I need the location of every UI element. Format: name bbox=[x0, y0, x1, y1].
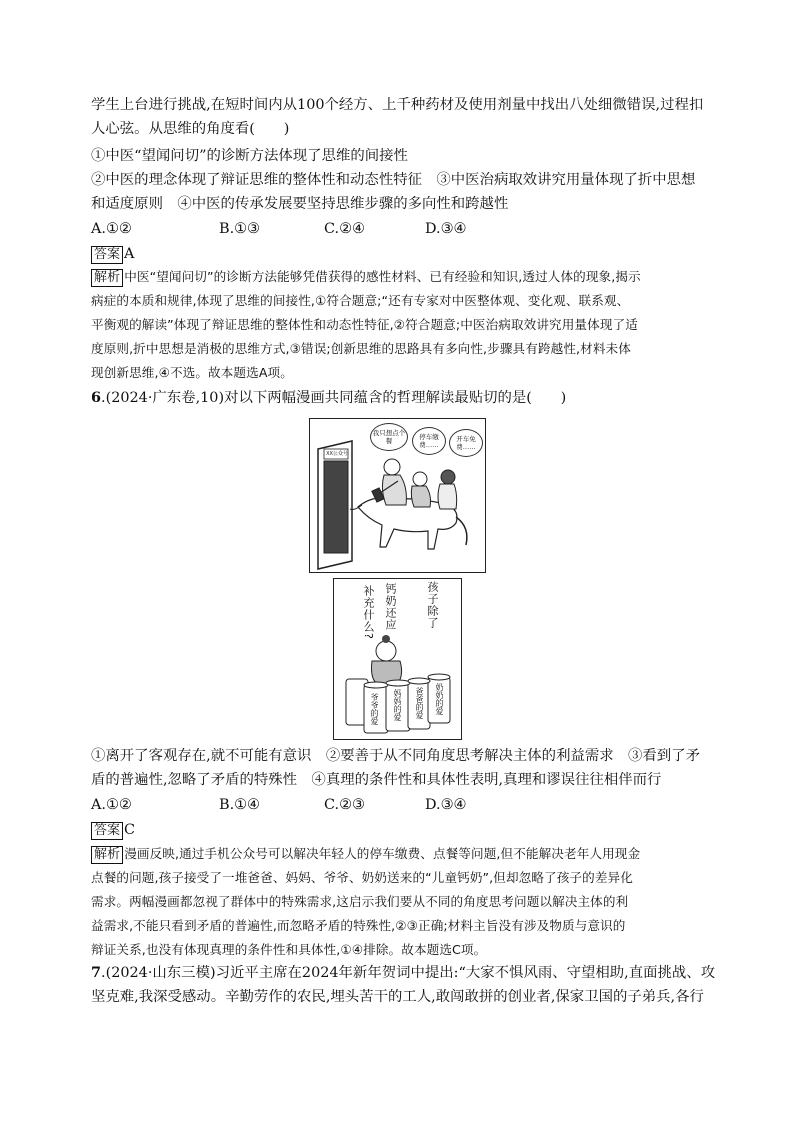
analysis-tag: 解析 bbox=[91, 269, 123, 287]
q6-option-a[interactable]: A.①② bbox=[91, 797, 132, 813]
q5-option-d[interactable]: D.③④ bbox=[425, 221, 467, 237]
q5-option-b[interactable]: B.①③ bbox=[219, 221, 260, 237]
q6-analysis-text-1: 漫画反映,通过手机公众号可以解决年轻人的停车缴费、点餐等问题,但不能解决老年人用现金 bbox=[124, 846, 641, 861]
q6-number: 6 bbox=[91, 389, 102, 406]
q6-answer bbox=[91, 819, 711, 841]
q6-option-d[interactable]: D.③④ bbox=[425, 797, 467, 813]
q5-stem-line-2: 人心弦。从思维的角度看( ) bbox=[91, 121, 290, 137]
q7-stem-line-2: 坚克难,我深受感动。辛勤劳作的农民,埋头苦干的工人,敢闯敢拼的创业者,保家卫国的子弟兵,各行 bbox=[91, 989, 704, 1005]
cartoon2-text-col2: 钙奶还应 bbox=[384, 583, 397, 631]
q6-analysis-line-5: 辩证关系,也没有体现真理的条件性和具体性,①④排除。故本题选C项。 bbox=[91, 942, 487, 957]
q5-option-c[interactable]: C.②④ bbox=[324, 221, 365, 237]
q6-statement-1: ①离开了客观存在,就不可能有意识 ②要善于从不同角度思考解决主体的利益需求 ③看到了矛 bbox=[91, 748, 700, 764]
q6-analysis-line-4: 益需求,不能只看到矛盾的普遍性,而忽略矛盾的特殊性,②③正确;材料主旨没有涉及物质与意识的 bbox=[91, 918, 626, 933]
q5-answer-value: A bbox=[124, 246, 135, 262]
answer-tag: 答案 bbox=[91, 822, 123, 840]
q5-statement-2: ②中医的理念体现了辩证思维的整体性和动态性特征 ③中医治病取效讲究用量体现了折中思想 bbox=[91, 172, 696, 188]
cartoon2-text-col3: 孩子除了 bbox=[426, 581, 439, 629]
q6-options bbox=[91, 794, 711, 816]
can-label-grandpa: 爷爷的爱 bbox=[370, 693, 379, 725]
q6-stem-text: .(2024·广东卷,10)对以下两幅漫画共同蕴含的哲理解读最贴切的是( ) bbox=[101, 390, 567, 406]
bubble-drive: 开车免费…… bbox=[449, 429, 483, 457]
q5-analysis-line-5: 现创新思维,④不选。故本题选A项。 bbox=[91, 365, 293, 380]
q6-answer-value: C bbox=[124, 822, 136, 838]
cartoon-calcium-milk bbox=[333, 578, 462, 740]
q6-option-c[interactable]: C.②③ bbox=[324, 797, 365, 813]
cartoon2-text-col1: 补充什么? bbox=[362, 585, 375, 640]
q6-analysis-line-2: 点餐的问题,孩子接受了一堆爸爸、妈妈、爷爷、奶奶送来的“儿童钙奶”,但却忽略了孩子的差异化 bbox=[91, 870, 633, 885]
q5-stem-line-1: 学生上台进行挑战,在短时间内从100个经方、上千种药材及使用剂量中找出八处细微错误,过程扣 bbox=[91, 97, 704, 113]
q6-option-b[interactable]: B.①④ bbox=[219, 797, 260, 813]
q7-stem-line-1 bbox=[91, 962, 716, 984]
q7-stem-text-1: .(2024·山东三模)习近平主席在2024年新年贺词中提出:“大家不惧风雨、守望相助,直面挑战、攻 bbox=[101, 965, 716, 981]
analysis-tag: 解析 bbox=[91, 846, 123, 864]
q6-analysis-line-3: 需求。两幅漫画都忽视了群体中的特殊需求,这启示我们要从不同的角度思考问题以解决主体的利 bbox=[91, 894, 629, 909]
answer-tag: 答案 bbox=[91, 246, 123, 264]
q6-analysis-line-1 bbox=[91, 843, 711, 865]
q5-answer bbox=[91, 243, 711, 265]
can-label-dad: 爸爸的爱 bbox=[415, 687, 424, 719]
bubble-order-meal: 我只想点个餐 bbox=[370, 423, 408, 451]
bubble-parking: 停车缴费…… bbox=[412, 427, 446, 455]
cartoon-phone-horse bbox=[309, 418, 486, 573]
q5-analysis-line-3: 平衡观的解读”体现了辩证思维的整体性和动态性特征,②符合题意;中医治病取效讲究用量体现了适 bbox=[91, 317, 638, 332]
q6-stem bbox=[91, 387, 711, 409]
q5-analysis-text-1: 中医“望闻问切”的诊断方法能够凭借获得的感性材料、已有经验和知识,透过人体的现象,揭示 bbox=[124, 269, 641, 284]
q5-statement-3: 和适度原则 ④中医的传承发展要坚持思维步骤的多向性和跨越性 bbox=[91, 196, 509, 212]
q5-options bbox=[91, 218, 711, 240]
q7-number: 7 bbox=[91, 964, 102, 981]
q6-statement-2: 盾的普遍性,忽略了矛盾的特殊性 ④真理的条件性和具体性表明,真理和谬误往往相伴而行 bbox=[91, 772, 662, 788]
q5-analysis-line-4: 度原则,折中思想是消极的思维方式,③错误;创新思维的思路具有多向性,步骤具有跨越性,材料未体 bbox=[91, 341, 631, 356]
phone-label: XX公众号 bbox=[326, 451, 348, 457]
q5-analysis-line-2: 病症的本质和规律,体现了思维的间接性,①符合题意;“还有专家对中医整体观、变化观、联系观、 bbox=[91, 293, 630, 308]
q5-statement-1: ①中医“望闻问切”的诊断方法体现了思维的间接性 bbox=[91, 148, 408, 164]
q5-option-a[interactable]: A.①② bbox=[91, 221, 132, 237]
can-label-mom: 妈妈的爱 bbox=[393, 689, 402, 721]
can-label-grandma: 奶奶的爱 bbox=[435, 683, 444, 715]
q5-analysis-line-1 bbox=[91, 266, 711, 288]
